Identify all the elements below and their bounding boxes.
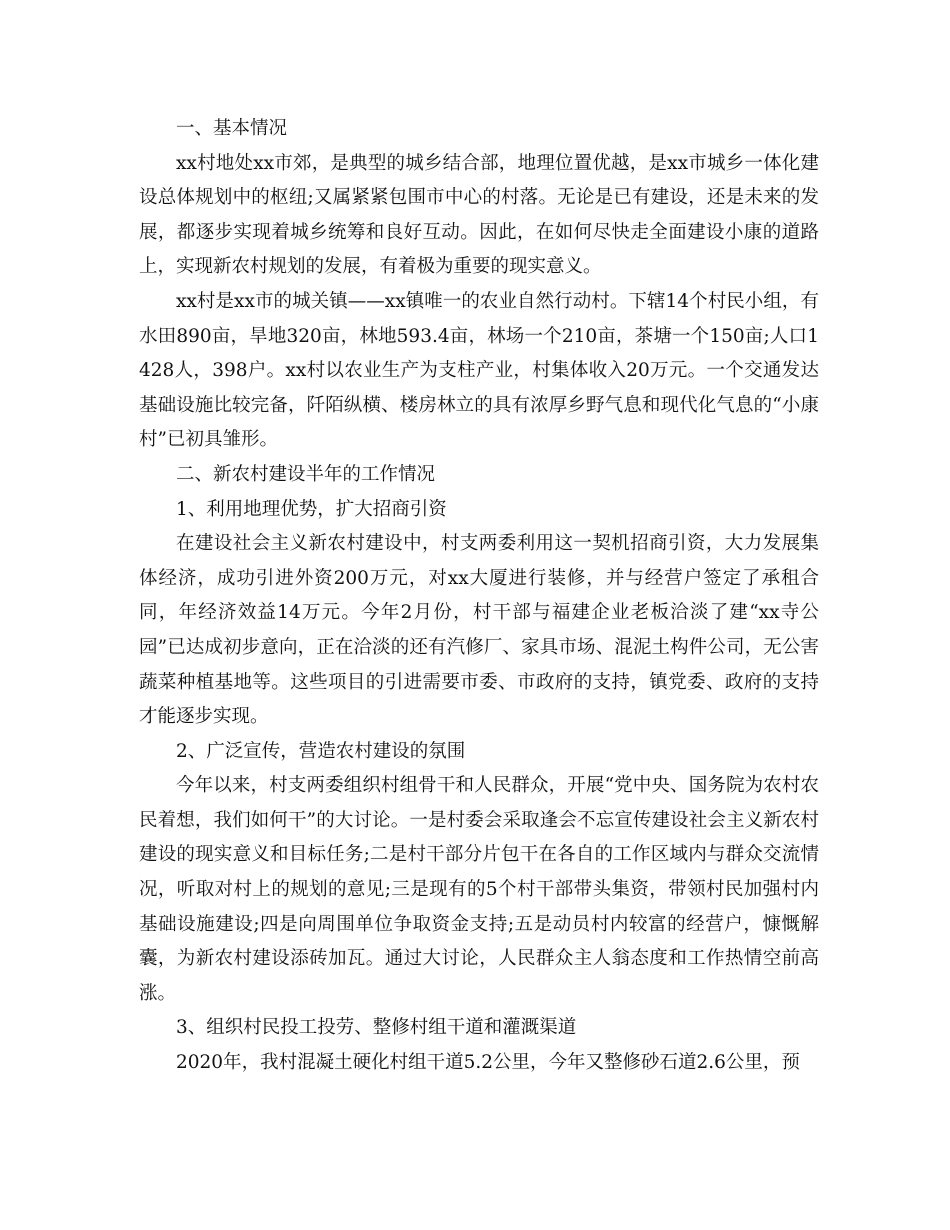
document-body [139, 112, 819, 1081]
paragraph-publicity: 今年以来，村支两委组织村组骨干和人民群众，开展“党中央、国务院为农村农民着想，我们如何干”的大讨论。一是村委会采取逢会不忘宣传建设社会主义新农村建设的现实意义和目标任务;二是村干部分片包干在各自的工作区域内与群众交流情况，听取对村上的规划的意见;三是现有的5个村干部带头集资，带领村民加强村内基础设施建设;四是向周围单位争取资金支持;五是动员村内较富的经营户，慷慨解囊，为新农村建设添砖加瓦。通过大讨论，人民群众主人翁态度和工作热情空前高涨。 [139, 775, 819, 1004]
subheading-publicity: 2、广泛宣传，营造农村建设的氛围 [176, 740, 466, 762]
paragraph-location: xx村地处xx市郊，是典型的城乡结合部，地理位置优越，是xx市城乡一体化建设总体规划中的枢纽;又属紧紧包围市中心的村落。无论是已有建设，还是未来的发展，都逐步实现着城乡统筹和良好互动。因此，在如何尽快走全面建设小康的道路上，实现新农村规划的发展，有着极为重要的现实意义。 [139, 152, 819, 278]
paragraph-village-profile: xx村是xx市的城关镇——xx镇唯一的农业自然行动村。下辖14个村民小组，有水田890亩，旱地320亩，林地593.4亩，林场一个210亩，茶塘一个150亩;人口1428人，398户。xx村以农业生产为支柱产业，村集体收入20万元。一个交通发达基础设施比较完备，阡陌纵横、楼房林立的具有浓厚乡野气息和现代化气息的“小康村”已初具雏形。 [139, 290, 819, 451]
section-heading-basic-info: 一、基本情况 [176, 118, 288, 139]
section-heading-work-progress: 二、新农村建设半年的工作情况 [176, 463, 436, 485]
paragraph-investment: 在建设社会主义新农村建设中，村支两委利用这一契机招商引资，大力发展集体经济，成功引进外资200万元，对xx大厦进行装修，并与经营户签定了承租合同，年经济效益14万元。今年2月份，村干部与福建企业老板洽淡了建“xx寺公园”已达成初步意向，正在洽淡的还有汽修厂、家具市场、混泥土构件公司，无公害蔬菜种植基地等。这些项目的引进需要市委、市政府的支持，镇党委、政府的支持才能逐步实现。 [139, 533, 819, 728]
subheading-investment: 1、利用地理优势，扩大招商引资 [176, 498, 447, 520]
subheading-roads-canals: 3、组织村民投工投劳、整修村组干道和灌溉渠道 [176, 1017, 577, 1039]
paragraph-roads: 2020年，我村混凝土硬化村组干道5.2公里，今年又整修砂石道2.6公里，预 [176, 1052, 800, 1074]
